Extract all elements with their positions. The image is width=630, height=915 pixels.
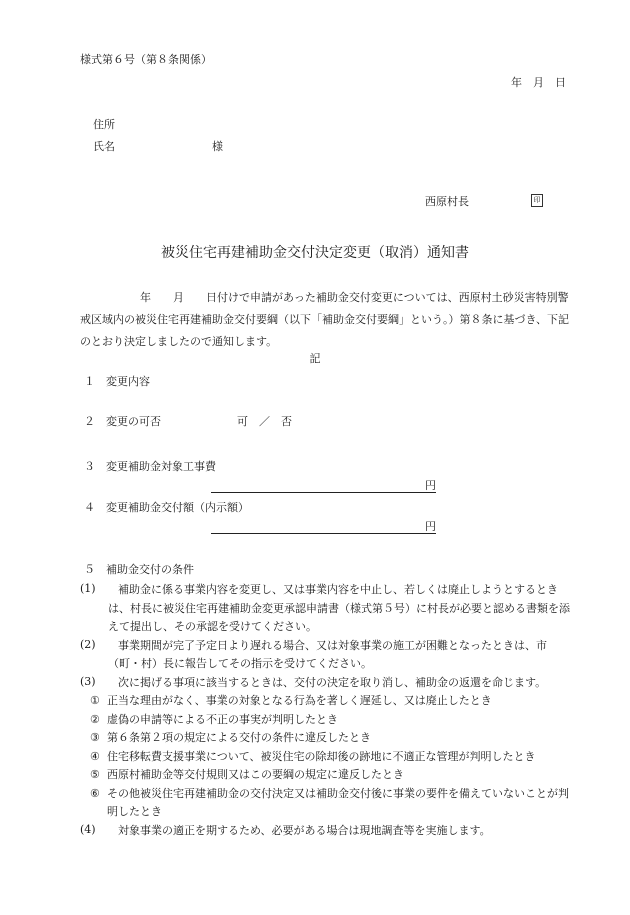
yen-unit: 円 (425, 520, 436, 533)
condition-text: 対象事業の適正を期するため、必要がある場合は現地調査等を実施します。 (118, 823, 491, 837)
item-construction-cost (84, 459, 216, 474)
sub-condition-2 (80, 711, 575, 730)
sub-condition-1 (80, 692, 575, 711)
conditions-list (80, 581, 575, 840)
item-number: ４ (84, 501, 95, 514)
condition-text: 次に掲げる事項に該当するときは、交付の決定を取り消し、補助金の返還を命じます。 (118, 675, 547, 689)
item-number: ２ (84, 415, 95, 428)
item-label: 変更補助金交付額（内示額） (106, 501, 249, 514)
sub-mark: ⑤ (90, 768, 100, 781)
approval-choice: 可 ／ 否 (237, 415, 292, 428)
condition-number: (4) (80, 822, 96, 836)
condition-1 (80, 581, 575, 637)
sub-mark: ③ (90, 731, 100, 744)
document-title: 被災住宅再建補助金交付決定変更（取消）通知書 (161, 245, 469, 261)
sub-text: 正当な理由がなく、事業の対象となる行為を著しく遅延し、又は廃止したとき (107, 694, 492, 707)
condition-4 (80, 822, 575, 841)
item-number: １ (84, 375, 95, 388)
item-conditions (84, 562, 194, 577)
item-number: ３ (84, 460, 95, 473)
sub-mark: ④ (90, 749, 100, 763)
construction-cost-field[interactable] (211, 478, 436, 493)
condition-text: 補助金に係る事業内容を変更し、又は事業内容を中止し、若しくは廃止しようとするときは、村長に被災住宅再建補助金変更承認申請書（様式第５号）に村長が必要と認める書類を添えて提出し、その承認を受けてください。 (108, 583, 570, 633)
issuer-name: 西原村長 (425, 195, 469, 208)
sub-condition-4 (80, 748, 575, 767)
sub-text: 第６条第２項の規定による交付の条件に違反したとき (107, 731, 371, 744)
sub-text: 虚偽の申請等による不正の事実が判明したとき (107, 712, 338, 726)
sub-text: その他被災住宅再建補助金の交付決定又は補助金交付後に事業の要件を備えていないことが判明したとき (107, 786, 569, 818)
form-number: 様式第６号（第８条関係） (80, 53, 212, 66)
address-label: 住所 (93, 118, 115, 131)
item-label: 変更の可否 (106, 415, 161, 428)
item-subsidy-amount (84, 500, 249, 515)
condition-number: (3) (80, 674, 96, 688)
ki-heading: 記 (309, 352, 321, 365)
intro-paragraph: 年 月 日付けで申請があった補助金交付変更については、西原村土砂災害特別警戒区域内の被災住宅再建補助金交付要綱（以下「補助金交付要綱」という。）第８条に基づき、下記のとおり決定しましたので通知します。 (80, 291, 570, 348)
sub-condition-5 (80, 766, 575, 785)
date-line: 年 月 日 (511, 76, 566, 89)
condition-number: (2) (80, 637, 96, 651)
sub-condition-6 (80, 785, 575, 822)
honorific: 様 (212, 140, 223, 153)
sub-text: 住宅移転費支援事業について、被災住宅の除却後の跡地に不適正な管理が判明したとき (107, 749, 536, 763)
sub-mark: ⑥ (90, 786, 100, 800)
item-change-content (84, 374, 150, 389)
name-label: 氏名 (93, 140, 115, 153)
sub-mark: ① (90, 694, 100, 707)
yen-unit: 円 (425, 479, 436, 492)
condition-number: (1) (80, 582, 96, 595)
item-label: 補助金交付の条件 (106, 563, 194, 576)
sub-mark: ② (90, 712, 100, 726)
item-label: 変更補助金対象工事費 (106, 460, 216, 473)
subsidy-amount-field[interactable] (211, 519, 436, 534)
item-number: ５ (84, 563, 95, 576)
sub-condition-3 (80, 729, 575, 748)
sub-text: 西原村補助金等交付規則又はこの要綱の規定に違反したとき (107, 768, 404, 781)
condition-2 (80, 637, 575, 674)
seal-mark: 印 (531, 194, 543, 207)
condition-text: 事業期間が完了予定日より遅れる場合、又は対象事業の施工が困難となったときは、市（町・村）長に報告してその指示を受けてください。 (108, 638, 547, 670)
condition-3 (80, 674, 575, 693)
item-change-approval (84, 414, 292, 429)
item-label: 変更内容 (106, 375, 150, 388)
